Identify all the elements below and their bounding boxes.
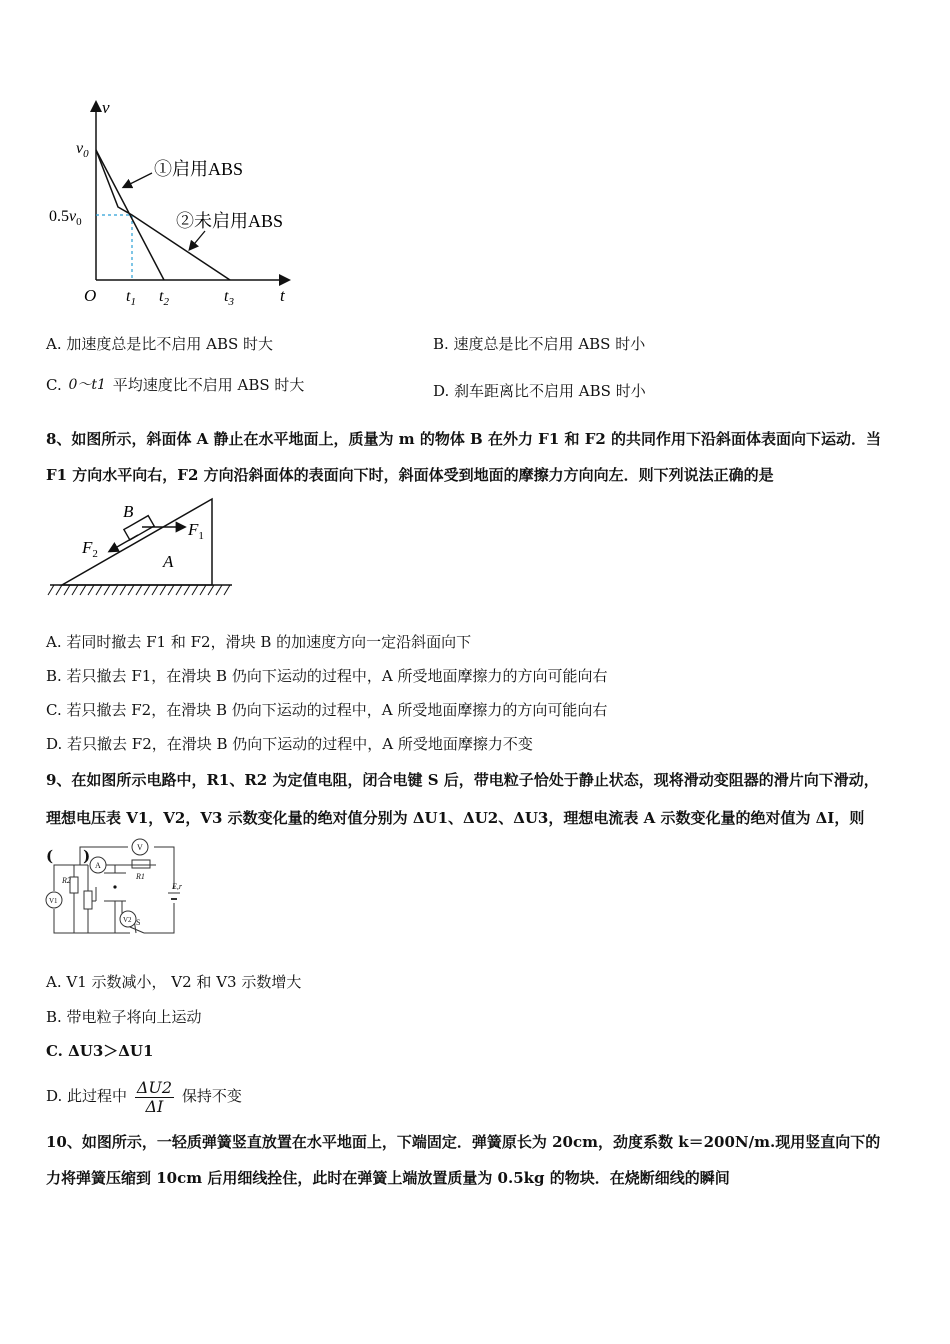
label-abs-off: ②未启用ABS xyxy=(176,211,284,231)
q8-option-b: B. 若只撤去 F1，在滑块 B 仍向下运动的过程中，A 所受地面摩擦力的方向可能向右 xyxy=(46,667,608,685)
incline-figure xyxy=(46,495,236,603)
axis-label-t: t xyxy=(280,286,285,305)
q9-option-d-fraction xyxy=(135,1079,174,1116)
q8-stem-line2: F1 方向水平向右，F2 方向沿斜面体的表面向下时，斜面体受到地面的摩擦力方向向左．则下列说法正确的是 xyxy=(46,466,774,484)
circuit-label-a: A xyxy=(95,861,101,870)
q8-option-d: D. 若只撤去 F2，在滑块 B 仍向下运动的过程中，A 所受地面摩擦力不变 xyxy=(46,735,533,753)
q10-stem-line2: 力将弹簧压缩到 10cm 后用细线拴住，此时在弹簧上端放置质量为 0.5kg 的物块．在烧断细线的瞬间 xyxy=(46,1169,730,1187)
label-b: B xyxy=(123,502,134,521)
q9-stem-line2: 理想电压表 V1，V2，V3 示数变化量的绝对值分别为 ΔU1、ΔU2、ΔU3，理想电流表 A 示数变化量的绝对值为 ΔI，则( ) xyxy=(46,809,865,865)
q9-option-d xyxy=(46,1074,242,1118)
circuit-label-s: S xyxy=(136,918,141,927)
q9-option-d-prefix: D. 此过程中 xyxy=(46,1087,128,1105)
circuit-label-r1: R1 xyxy=(136,872,145,881)
q8-option-c: C. 若只撤去 F2，在滑块 B 仍向下运动的过程中，A 所受地面摩擦力的方向可能向右 xyxy=(46,701,608,719)
arrow-abs-on xyxy=(124,173,152,187)
axis-label-v: v xyxy=(102,98,110,117)
t2-label: $t_2$ xyxy=(159,288,169,308)
label-f2: $F_2$ xyxy=(82,538,98,560)
q9-option-b: B. 带电粒子将向上运动 xyxy=(46,1008,202,1026)
half-v0-label: $0.5v_0$ xyxy=(49,208,82,228)
q8-stem xyxy=(46,421,908,493)
q9-stem-line1: 9、在如图所示电路中，R1、R2 为定值电阻，闭合电键 S 后，带电粒子恰处于静止状态，现将滑动变阻器的滑片向下滑动， xyxy=(46,771,879,789)
q7-option-c-range: 0～t1 xyxy=(68,377,106,393)
circuit-label-v2: V2 xyxy=(123,916,132,924)
circuit-label-v1: V1 xyxy=(49,897,58,905)
q7-option-c-prefix: C. xyxy=(46,376,62,394)
q7-option-c xyxy=(46,370,304,400)
q9-option-d-denominator: ΔI xyxy=(145,1096,164,1116)
circuit-label-v: V xyxy=(137,843,143,852)
q8-stem-line1: 8、如图所示，斜面体 A 静止在水平地面上，质量为 m 的物体 B 在外力 F1 和 F2 的共同作用下沿斜面体表面向下运动．当 xyxy=(46,430,882,448)
q7-option-d: D. 刹车距离比不启用 ABS 时小 xyxy=(433,382,646,400)
q10-stem xyxy=(46,1124,908,1196)
q7-option-b: B. 速度总是比不启用 ABS 时小 xyxy=(433,335,646,353)
label-f1: $F_1$ xyxy=(188,520,204,542)
vt-graph xyxy=(40,95,330,310)
origin-label: O xyxy=(84,286,97,305)
q8-option-a: A. 若同时撤去 F1 和 F2，滑块 B 的加速度方向一定沿斜面向下 xyxy=(46,633,472,651)
circuit-label-er: E,r xyxy=(172,882,182,891)
t3-label: $t_3$ xyxy=(224,288,234,308)
label-abs-on: ①启用ABS xyxy=(154,159,244,179)
arrow-abs-off xyxy=(190,231,205,249)
ground-hatching xyxy=(48,585,230,595)
q7-option-a: A. 加速度总是比不启用 ABS 时大 xyxy=(46,335,274,353)
v0-label: $v_0$ xyxy=(76,140,89,160)
q9-option-d-numerator: ΔU2 xyxy=(136,1077,173,1097)
q10-stem-line1: 10、如图所示，一轻质弹簧竖直放置在水平地面上，下端固定．弹簧原长为 20cm，劲度系数 k＝200N/m.现用竖直向下的 xyxy=(46,1133,881,1151)
q9-option-a: A. V1 示数减小， V2 和 V3 示数增大 xyxy=(46,973,302,991)
t1-label: $t_1$ xyxy=(126,288,136,308)
q7-option-c-text: 平均速度比不启用 ABS 时大 xyxy=(112,376,305,394)
q9-option-d-suffix: 保持不变 xyxy=(181,1087,242,1105)
circuit-figure xyxy=(44,835,190,939)
circuit-label-r2: R2 xyxy=(62,876,71,885)
label-a: A xyxy=(163,552,174,571)
q9-option-c: C. ΔU3＞ΔU1 xyxy=(46,1042,154,1060)
